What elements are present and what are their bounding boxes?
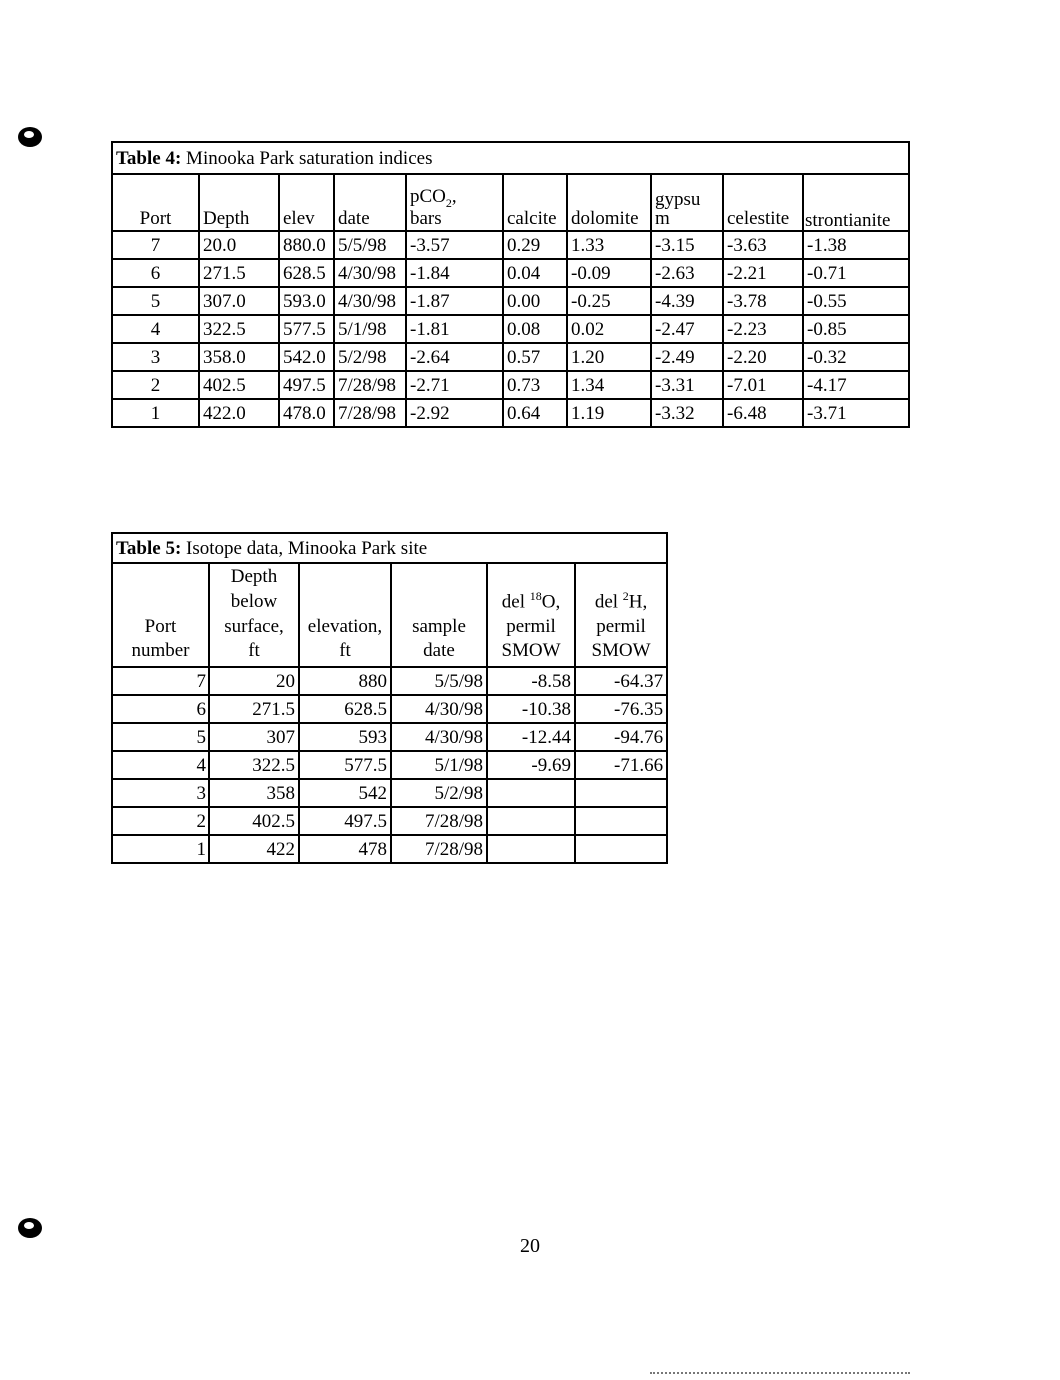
column-header-depth: [209, 563, 299, 667]
header-text: m: [655, 208, 670, 229]
header-text: SMOW: [501, 640, 561, 662]
table-cell: -0.32: [803, 343, 909, 371]
port-cell: 6: [112, 259, 199, 287]
table-cell: -10.38: [487, 695, 575, 723]
table-cell: -9.69: [487, 751, 575, 779]
binder-hole-icon: [18, 127, 42, 147]
table-cell: 497.5: [299, 807, 391, 835]
header-text: surface,: [224, 615, 284, 637]
table-cell: -1.84: [406, 259, 503, 287]
table-cell: -2.71: [406, 371, 503, 399]
table-cell: 271.5: [209, 695, 299, 723]
table-cell: 4/30/98: [334, 287, 406, 315]
header-text: SMOW: [591, 640, 651, 662]
table-cell: -3.63: [723, 231, 803, 259]
header-text: permil: [506, 615, 556, 637]
table-cell: -3.31: [651, 371, 723, 399]
table-label: Table 4:: [116, 147, 182, 169]
column-header-elev: elev: [279, 174, 334, 231]
table-cell: 577.5: [299, 751, 391, 779]
table-cell: 0.04: [503, 259, 567, 287]
header-text: elevation,: [307, 615, 383, 637]
port-cell: 7: [112, 231, 199, 259]
table-cell: 322.5: [209, 751, 299, 779]
column-header-depth: Depth: [199, 174, 279, 231]
table-caption: [112, 533, 667, 563]
table-cell: -3.71: [803, 399, 909, 427]
column-header-gypsum: [651, 174, 723, 231]
header-text: ,: [451, 186, 457, 208]
table-cell: 0.73: [503, 371, 567, 399]
table-cell: -4.17: [803, 371, 909, 399]
table-title: Isotope data, Minooka Park site: [186, 537, 428, 559]
port-cell: 4: [112, 315, 199, 343]
table-cell: 880: [299, 667, 391, 695]
header-text: H,: [628, 590, 648, 612]
table-cell: 577.5: [279, 315, 334, 343]
table-cell: 1.33: [567, 231, 651, 259]
table-row: [112, 723, 667, 751]
column-header-port-number: [112, 563, 209, 667]
table-cell: -2.49: [651, 343, 723, 371]
table-cell: 4/30/98: [391, 723, 487, 751]
header-text: date: [423, 640, 455, 662]
table-cell: -64.37: [575, 667, 667, 695]
table-cell: 271.5: [199, 259, 279, 287]
table-cell: 358: [209, 779, 299, 807]
table-cell: -3.32: [651, 399, 723, 427]
table-cell: 478: [299, 835, 391, 863]
table-row: [112, 751, 667, 779]
port-cell: 5: [112, 723, 209, 751]
table-caption: [112, 142, 909, 174]
table-cell: 7/28/98: [334, 371, 406, 399]
table-cell: 7/28/98: [334, 399, 406, 427]
scan-artifact-rule: [650, 1372, 910, 1374]
column-header-port: Port: [112, 174, 199, 231]
table-cell: 593: [299, 723, 391, 751]
column-header-date: date: [334, 174, 406, 231]
table-cell: -4.39: [651, 287, 723, 315]
column-header-calcite: calcite: [503, 174, 567, 231]
table-cell: 0.57: [503, 343, 567, 371]
table-cell: 4/30/98: [391, 695, 487, 723]
table-cell: 20: [209, 667, 299, 695]
table-cell: 628.5: [279, 259, 334, 287]
table-cell: -2.23: [723, 315, 803, 343]
table-cell: -1.81: [406, 315, 503, 343]
table-cell: -6.48: [723, 399, 803, 427]
table-cell: -3.15: [651, 231, 723, 259]
subscript: 2: [445, 196, 452, 210]
column-header-sample-date: [391, 563, 487, 667]
table-cell: 358.0: [199, 343, 279, 371]
table-cell: 5/1/98: [334, 315, 406, 343]
table-cell: 7/28/98: [391, 835, 487, 863]
table-row: [112, 315, 909, 343]
port-cell: 4: [112, 751, 209, 779]
table-cell: -2.64: [406, 343, 503, 371]
table-cell: 4/30/98: [334, 259, 406, 287]
table-header-row: [112, 174, 909, 231]
table-cell: 1.19: [567, 399, 651, 427]
column-header-dolomite: dolomite: [567, 174, 651, 231]
port-cell: 3: [112, 779, 209, 807]
table-cell: [487, 835, 575, 863]
header-text: gypsu: [655, 189, 701, 210]
table-cell: -2.20: [723, 343, 803, 371]
table-cell: 628.5: [299, 695, 391, 723]
table-cell: 880.0: [279, 231, 334, 259]
table-cell: 0.64: [503, 399, 567, 427]
table-cell: -76.35: [575, 695, 667, 723]
table-title: Minooka Park saturation indices: [186, 147, 433, 169]
table-row: [112, 287, 909, 315]
column-header-elevation: [299, 563, 391, 667]
table-cell: -0.85: [803, 315, 909, 343]
table-cell: 5/5/98: [391, 667, 487, 695]
table-row: [112, 259, 909, 287]
table-cell: 5/2/98: [391, 779, 487, 807]
table-cell: 307: [209, 723, 299, 751]
header-text: O,: [541, 590, 561, 612]
port-cell: 6: [112, 695, 209, 723]
table-cell: -1.38: [803, 231, 909, 259]
column-header-strontianite: strontianite: [803, 174, 909, 231]
table-cell: 0.29: [503, 231, 567, 259]
table-cell: -1.87: [406, 287, 503, 315]
port-cell: 1: [112, 835, 209, 863]
table-row: [112, 835, 667, 863]
superscript: 18: [529, 588, 542, 603]
table-cell: 1.20: [567, 343, 651, 371]
table-cell: 5/1/98: [391, 751, 487, 779]
table-cell: 478.0: [279, 399, 334, 427]
header-text: del: [594, 590, 623, 612]
table-cell: -8.58: [487, 667, 575, 695]
table-cell: [575, 807, 667, 835]
table-body: [112, 667, 667, 863]
table-caption-row: [112, 533, 667, 563]
table-cell: -12.44: [487, 723, 575, 751]
table-cell: 20.0: [199, 231, 279, 259]
saturation-indices-table: [111, 141, 910, 428]
table-cell: -3.78: [723, 287, 803, 315]
table-cell: [575, 835, 667, 863]
table-row: [112, 779, 667, 807]
port-cell: 2: [112, 371, 199, 399]
table-cell: -2.21: [723, 259, 803, 287]
table-cell: -2.63: [651, 259, 723, 287]
table-cell: 7/28/98: [391, 807, 487, 835]
table-row: [112, 371, 909, 399]
header-text: ft: [248, 640, 260, 662]
port-cell: 3: [112, 343, 199, 371]
column-header-celestite: celestite: [723, 174, 803, 231]
header-text: bars: [410, 208, 442, 229]
table-cell: 322.5: [199, 315, 279, 343]
table-cell: -2.92: [406, 399, 503, 427]
table-cell: 0.00: [503, 287, 567, 315]
table-row: [112, 343, 909, 371]
table-cell: -0.25: [567, 287, 651, 315]
isotope-data-table: [111, 532, 668, 864]
table-row: [112, 231, 909, 259]
table-cell: 422.0: [199, 399, 279, 427]
table-row: [112, 667, 667, 695]
header-text: pCO: [410, 186, 446, 208]
header-text: Depth: [230, 566, 278, 588]
table-cell: 5/2/98: [334, 343, 406, 371]
table-cell: [575, 779, 667, 807]
table-cell: 5/5/98: [334, 231, 406, 259]
table-cell: -0.09: [567, 259, 651, 287]
header-text: permil: [596, 615, 646, 637]
table-cell: 402.5: [209, 807, 299, 835]
table-cell: -0.55: [803, 287, 909, 315]
table-cell: -0.71: [803, 259, 909, 287]
table-cell: [487, 779, 575, 807]
table-label: Table 5:: [116, 537, 182, 559]
column-header-del-18o: [487, 563, 575, 667]
table-row: [112, 807, 667, 835]
port-cell: 1: [112, 399, 199, 427]
table-body: [112, 231, 909, 427]
header-text: below: [230, 590, 278, 612]
table-cell: -94.76: [575, 723, 667, 751]
header-text: Port: [144, 615, 177, 637]
table-header-row: [112, 563, 667, 667]
table-cell: 422: [209, 835, 299, 863]
table-cell: -3.57: [406, 231, 503, 259]
port-cell: 7: [112, 667, 209, 695]
table-cell: 307.0: [199, 287, 279, 315]
table-cell: 0.08: [503, 315, 567, 343]
superscript: 2: [622, 588, 629, 603]
page-number: 20: [520, 1235, 540, 1257]
table-cell: 542: [299, 779, 391, 807]
table-cell: 0.02: [567, 315, 651, 343]
table-cell: -2.47: [651, 315, 723, 343]
table-row: [112, 695, 667, 723]
table-cell: 593.0: [279, 287, 334, 315]
table-cell: 402.5: [199, 371, 279, 399]
table-cell: 1.34: [567, 371, 651, 399]
table-caption-row: [112, 142, 909, 174]
header-text: number: [131, 640, 190, 662]
header-text: del: [501, 590, 530, 612]
port-cell: 2: [112, 807, 209, 835]
table-cell: 497.5: [279, 371, 334, 399]
port-cell: 5: [112, 287, 199, 315]
header-text: sample: [412, 615, 466, 637]
table-row: [112, 399, 909, 427]
table-cell: -7.01: [723, 371, 803, 399]
column-header-pco2: [406, 174, 503, 231]
column-header-del-2h: [575, 563, 667, 667]
table-cell: 542.0: [279, 343, 334, 371]
header-text: ft: [339, 640, 351, 662]
table-cell: [487, 807, 575, 835]
table-cell: -71.66: [575, 751, 667, 779]
